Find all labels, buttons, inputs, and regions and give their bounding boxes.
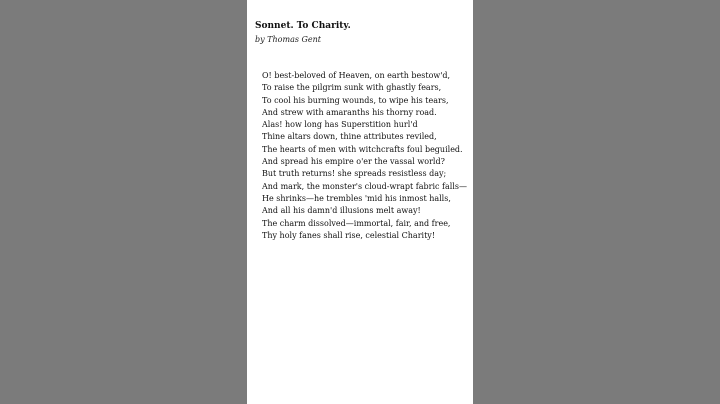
poem-line: And strew with amaranths his thorny road. [262, 107, 437, 117]
poem-line: And spread his empire o'er the vassal world? [262, 157, 445, 167]
poem-author: by Thomas Gent [255, 35, 321, 44]
poem-line: But truth returns! she spreads resistless day; [262, 169, 447, 179]
poem-body [262, 70, 467, 242]
poem-line: Thy holy fanes shall rise, celestial Charity! [262, 230, 436, 240]
poem-line: To cool his burning wounds, to wipe his tears, [262, 95, 449, 105]
poem-line: Alas! how long has Superstition hurl'd [262, 120, 418, 130]
poem-line: The charm dissolved—immortal, fair, and free, [262, 218, 451, 228]
poem-line: And all his damn'd illusions melt away! [262, 206, 421, 216]
poem-line: O! best-beloved of Heaven, on earth bestow'd, [262, 71, 451, 80]
poem-page [247, 0, 473, 404]
poem-line: The hearts of men with witchcrafts foul beguiled. [262, 144, 463, 154]
poem-line: And mark, the monster's cloud-wrapt fabric falls— [262, 181, 467, 191]
poem-line: He shrinks—he trembles 'mid his inmost halls, [262, 193, 451, 203]
poem-line: Thine altars down, thine attributes reviled, [262, 132, 437, 142]
poem-title: Sonnet. To Charity. [255, 21, 351, 31]
poem-line: To raise the pilgrim sunk with ghastly fears, [262, 83, 442, 93]
